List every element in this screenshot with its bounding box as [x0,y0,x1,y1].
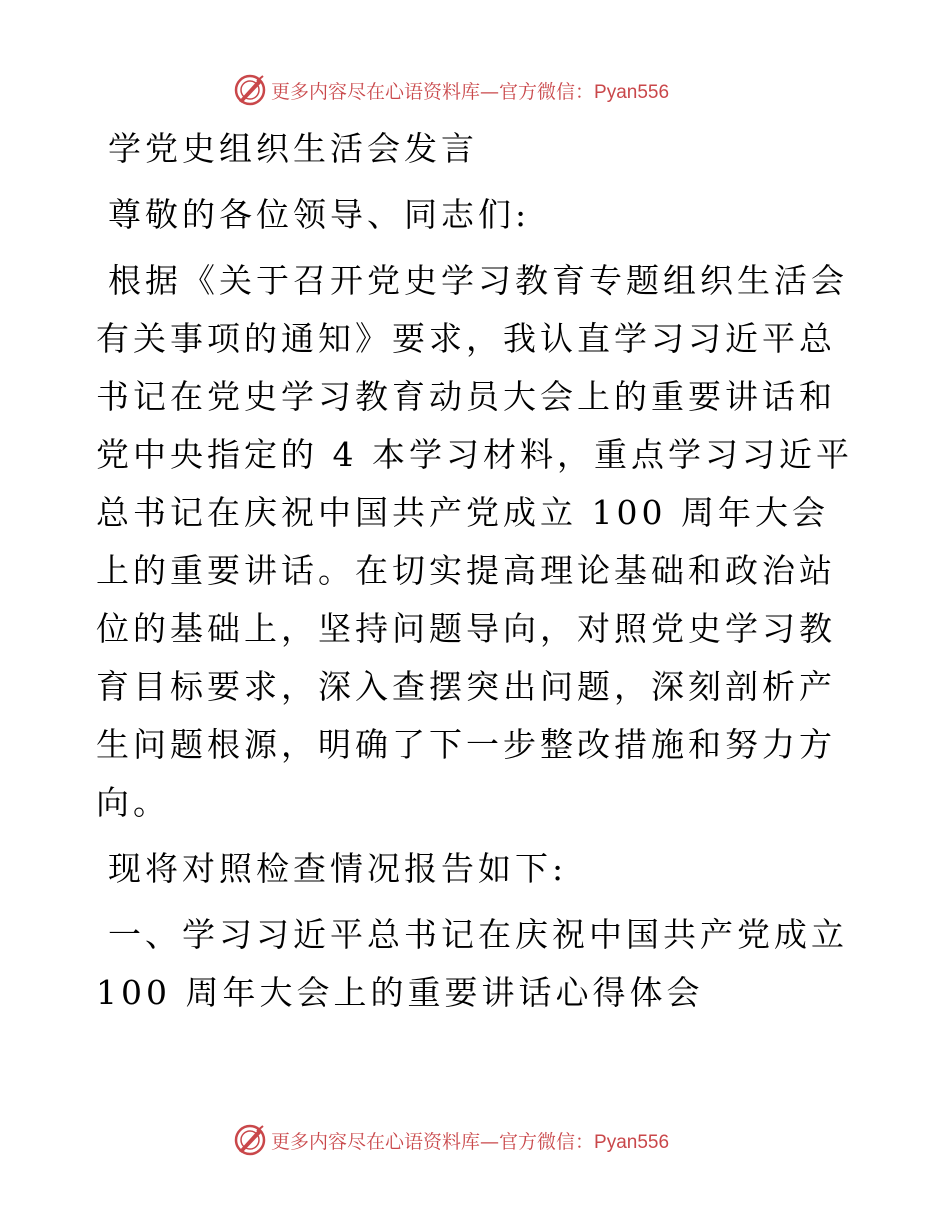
document-title: 学党史组织生活会发言 [108,129,478,168]
watermark-label: 更多内容尽在心语资料库—官方微信： [271,80,595,103]
paragraph-2: 现将对照检查情况报告如下: [108,849,568,888]
paragraph-1: 根据《关于召开党史学习教育专题组织生活会有关事项的通知》要求，我认直学习习近平总书记在党史学习教育动员大会上的重要讲话和党中央指定的 4 本学习材料，重点学习习近平总书记在庆祝中国共产党成立 100 周年大会上的重要讲话。在切实提高理论基础和政治站位的基础上，坚持问题导向，对照党史学习教育目标要求，深入查摆突出问题，深刻剖析产生问题根源，明确了下一步整改措施和努力方向。 [96,261,853,822]
watermark-label: 更多内容尽在心语资料库—官方微信： [271,1130,595,1153]
logo-icon [233,1123,267,1157]
document-body [96,120,856,1022]
section-heading-1: 一、学习习近平总书记在庆祝中国共产党成立 100 周年大会上的重要讲话心得体会 [96,915,848,1012]
watermark-wechat-id: Pyan556 [594,1131,670,1153]
watermark-text [271,1127,669,1154]
footer-watermark [233,1122,669,1158]
greeting: 尊敬的各位领导、同志们: [108,195,531,234]
logo-icon [233,73,267,107]
watermark-text [271,77,669,104]
header-watermark [233,72,669,108]
watermark-wechat-id: Pyan556 [594,81,670,103]
